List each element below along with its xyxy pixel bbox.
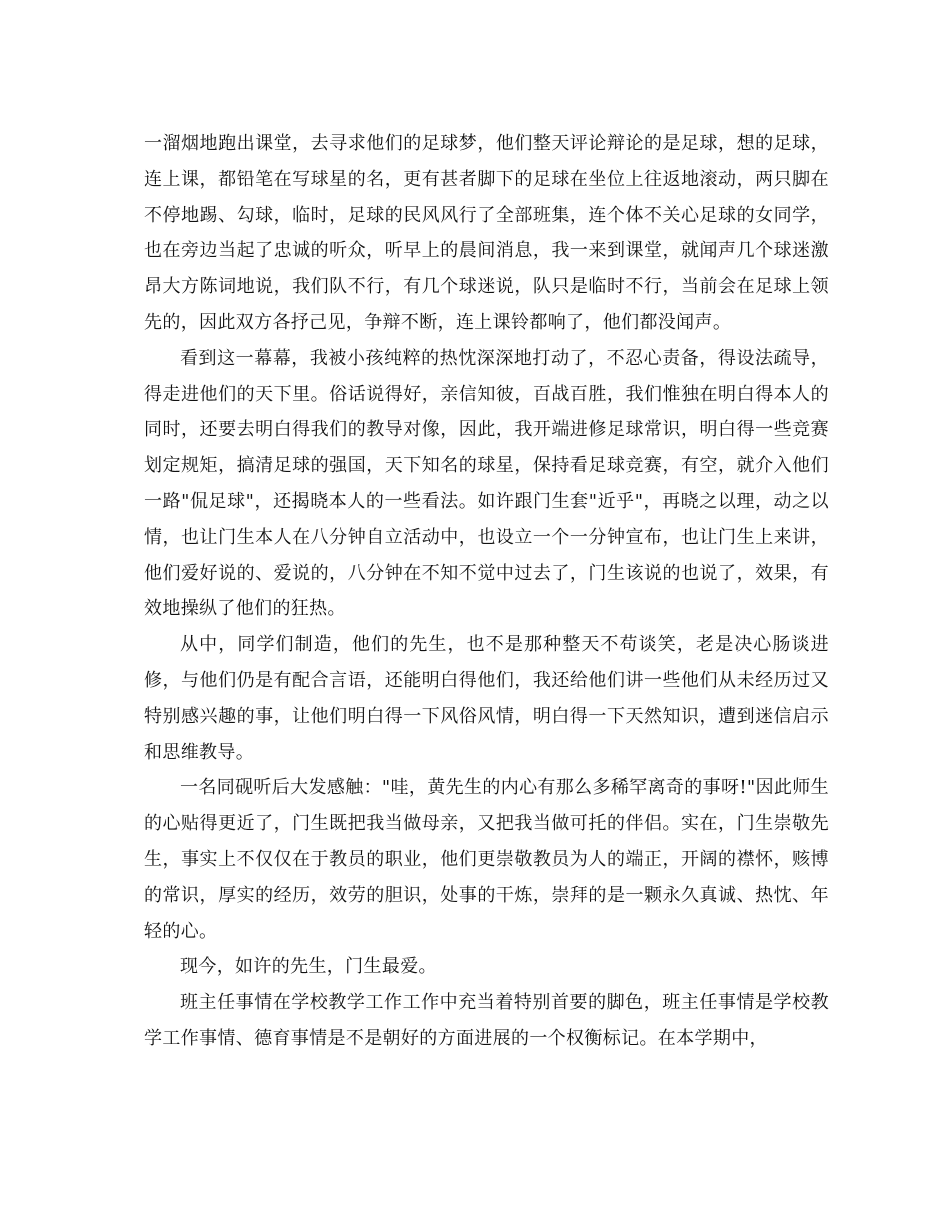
paragraph-2: 看到这一幕幕，我被小孩纯粹的热忱深深地打动了，不忍心责备，得设法疏导，得走进他们的天下里。俗话说得好，亲信知彼，百战百胜，我们惟独在明白得本人的同时，还要去明白得我们的教导对像，因此，我开端进修足球常识，明白得一些竞赛划定规矩，搞清足球的强国，天下知名的球星，保持看足球竞赛，有空，就介入他们一路"侃足球"，还揭晓本人的一些看法。如许跟门生套"近乎"，再晓之以理，动之以情，也让门生本人在八分钟自立活动中，也设立一个一分钟宣布，也让门生上来讲，他们爱好说的、爱说的，八分钟在不知不觉中过去了，门生该说的也说了，效果，有效地操纵了他们的狂热。 <box>144 347 829 620</box>
paragraph-6: 班主任事情在学校教学工作工作中充当着特别首要的脚色，班主任事情是学校教学工作事情、德育事情是不是朝好的方面进展的一个权衡标记。在本学期中， <box>144 992 829 1049</box>
document-body <box>144 126 829 1057</box>
paragraph-1: 一溜烟地跑出课堂，去寻求他们的足球梦，他们整天评论辩论的是足球，想的足球，连上课，都铅笔在写球星的名，更有甚者脚下的足球在坐位上往返地滚动，两只脚在不停地踢、勾球，临时，足球的民风风行了全部班集，连个体不关心足球的女同学，也在旁边当起了忠诚的听众，听早上的晨间消息，我一来到课堂，就闻声几个球迷激昂大方陈词地说，我们队不行，有几个球迷说，队只是临时不行，当前会在足球上领先的，因此双方各抒己见，争辩不断，连上课铃都响了，他们都没闻声。 <box>144 133 829 333</box>
paragraph-3: 从中，同学们制造，他们的先生，也不是那种整天不苟谈笑，老是决心肠谈进修，与他们仍是有配合言语，还能明白得他们，我还给他们讲一些他们从未经历过又特别感兴趣的事，让他们明白得一下风俗风情，明白得一下天然知识，遭到迷信启示和思维教导。 <box>144 634 829 763</box>
paragraph-5: 现今，如许的先生，门生最爱。 <box>180 956 437 978</box>
paragraph-4: 一名同砚听后大发感触："哇，黄先生的内心有那么多稀罕离奇的事呀!"因此师生的心贴得更近了，门生既把我当做母亲，又把我当做可托的伴侣。实在，门生崇敬先生，事实上不仅仅在于教员的职业，他们更崇敬教员为人的端正，开阔的襟怀，赅博的常识，厚实的经历，效劳的胆识，处事的干炼，崇拜的是一颗永久真诚、热忱、年轻的心。 <box>144 777 829 942</box>
